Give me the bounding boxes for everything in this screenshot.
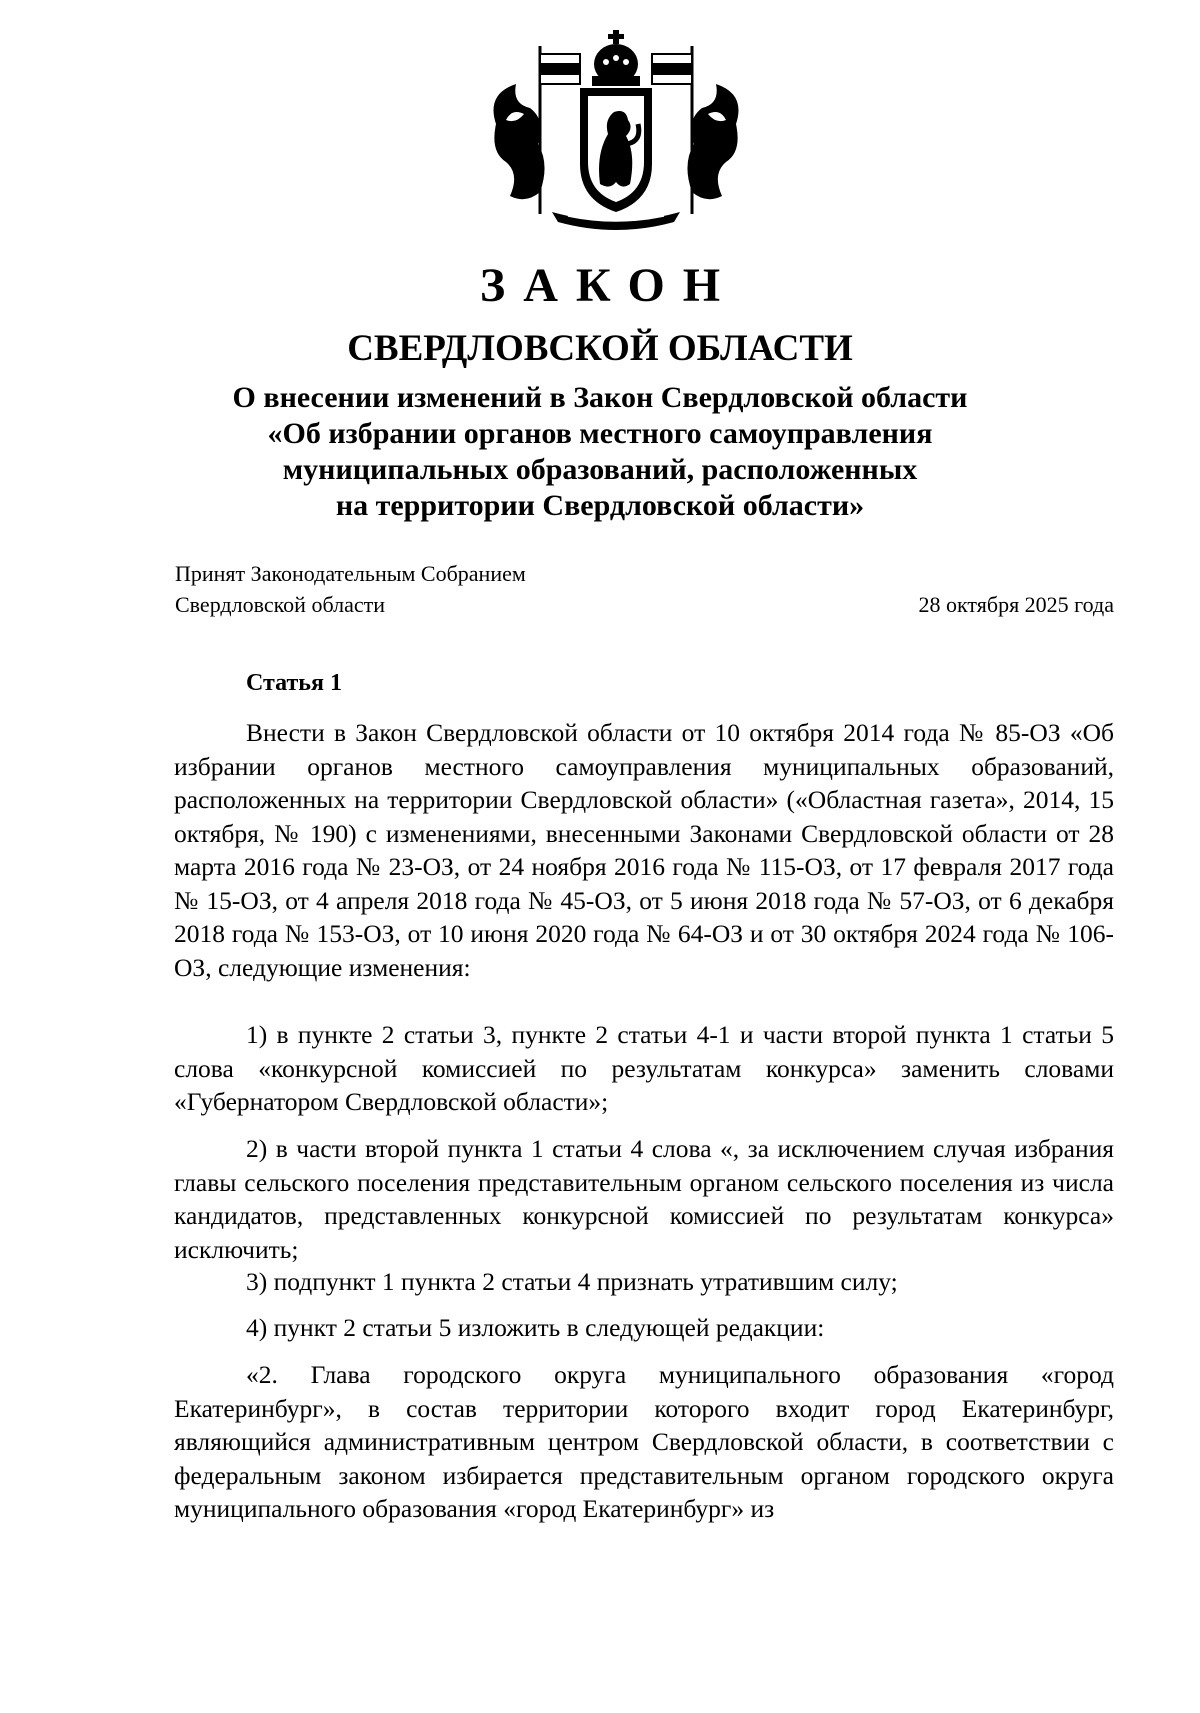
article-heading: Статья 1	[246, 670, 342, 696]
law-title-line: муниципальных образований, расположенных	[282, 453, 918, 486]
paragraph-text: «2. Глава городского округа муниципального образования «город Екатеринбург», в состав территории которого входит город Екатеринбург, являющийся административным центром Свердловской области, в соответствии с федеральным законом избирается представительным органом городского округа муниципального образования «город Екатеринбург» из	[174, 1360, 1114, 1523]
law-title-line: на территории Свердловской области»	[335, 489, 865, 522]
adoption-line: Свердловской области	[175, 592, 385, 617]
paragraph-text: 2) в части второй пункта 1 статьи 4 слова «, за исключением случая избрания главы сельского поселения представительным органом сельского поселения из числа кандидатов, представленных конкурсной комиссией по результатам конкурса» исключить;	[174, 1134, 1114, 1264]
law-title	[0, 380, 1200, 524]
coat-of-arms-icon	[476, 24, 756, 230]
paragraph-text: Внести в Закон Свердловской области от 10 октября 2014 года № 85-ОЗ «Об избрании органов местного самоуправления муниципальных образований, расположенных на территории Свердловской области» («Областная газета», 2014, 15 октября, № 190) с изменениями, внесенными Законами Свердловской области от 28 марта 2016 года № 23-ОЗ, от 24 ноября 2016 года № 115-ОЗ, от 17 февраля 2017 года № 15-ОЗ, от 4 апреля 2018 года № 45-ОЗ, от 5 июня 2018 года № 57-ОЗ, от 6 декабря 2018 года № 153-ОЗ, от 10 июня 2020 года № 64-ОЗ и от 30 октября 2024 года № 106-ОЗ, следующие изменения:	[174, 718, 1114, 982]
article-paragraph	[174, 1311, 1114, 1345]
law-title-line: «Об избрании органов местного самоуправления	[267, 417, 933, 450]
document-title: ЗАКОН	[479, 259, 739, 312]
paragraph-text: 1) в пункте 2 статьи 3, пункте 2 статьи 4-1 и части второй пункта 1 статьи 5 слова «конкурсной комиссией по результатам конкурса» заменить словами «Губернатором Свердловской области»;	[174, 1020, 1114, 1116]
article-paragraph	[174, 1358, 1114, 1526]
adoption-line: Принят Законодательным Собранием	[175, 561, 526, 586]
article-paragraph	[174, 716, 1114, 984]
adoption-statement	[175, 558, 526, 620]
paragraph-text: 4) пункт 2 статьи 5 изложить в следующей редакции:	[246, 1313, 825, 1342]
article-paragraph	[174, 1132, 1114, 1266]
paragraph-text: 3) подпункт 1 пункта 2 статьи 4 признать утратившим силу;	[246, 1267, 898, 1296]
article-paragraph	[174, 1018, 1114, 1119]
adoption-date: 28 октября 2025 года	[918, 592, 1114, 617]
law-title-line: О внесении изменений в Закон Свердловской области	[232, 381, 968, 414]
document-region: СВЕРДЛОВСКОЙ ОБЛАСТИ	[347, 328, 853, 369]
article-paragraph	[174, 1265, 1114, 1299]
